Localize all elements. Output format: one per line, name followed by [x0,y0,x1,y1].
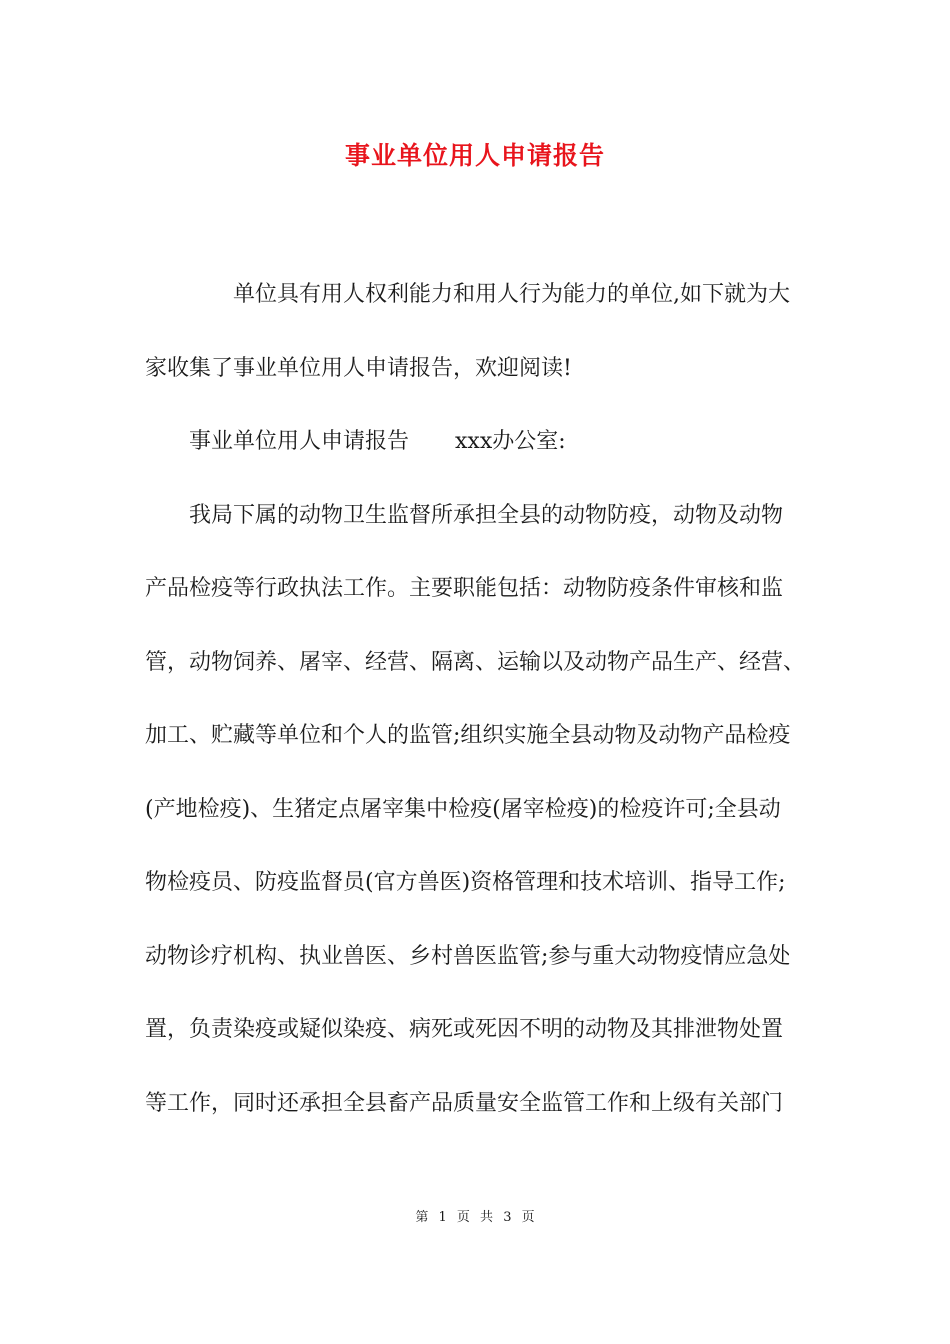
intro-line: 单位具有用人权利能力和用人行为能力的单位,如下就为大 [233,282,790,307]
document-title: 事业单位用人申请报告 [344,141,605,170]
page-number-footer: 第 1 页 共 3 页 [415,1210,535,1225]
body-line: 管，动物饲养、屠宰、经营、隔离、运输以及动物产品生产、经营、 [145,649,806,675]
body-line: 置，负责染疫或疑似染疫、病死或死因不明的动物及其排泄物处置 [145,1017,784,1042]
body-line: 产品检疫等行政执法工作。主要职能包括：动物防疫条件审核和监 [145,576,784,601]
body-line: 加工、贮藏等单位和个人的监管;组织实施全县动物及动物产品检疫 [145,723,791,748]
body-line: (产地检疫)、生猪定点屠宰集中检疫(屠宰检疫)的检疫许可;全县动 [145,796,781,822]
intro-line: 家收集了事业单位用人申请报告，欢迎阅读! [145,355,572,381]
addressee: xxx办公室: [455,429,566,454]
body-line: 等工作，同时还承担全县畜产品质量安全监管工作和上级有关部门 [145,1090,784,1116]
body-line: 动物诊疗机构、执业兽医、乡村兽医监管;参与重大动物疫情应急处 [145,943,791,969]
letter-heading-line [145,405,825,479]
letter-heading: 事业单位用人申请报告 [189,429,410,454]
body-line: 我局下属的动物卫生监督所承担全县的动物防疫，动物及动物 [189,502,784,528]
intro-paragraph [145,258,825,1140]
body-line: 物检疫员、防疫监督员(官方兽医)资格管理和技术培训、指导工作; [145,870,786,895]
